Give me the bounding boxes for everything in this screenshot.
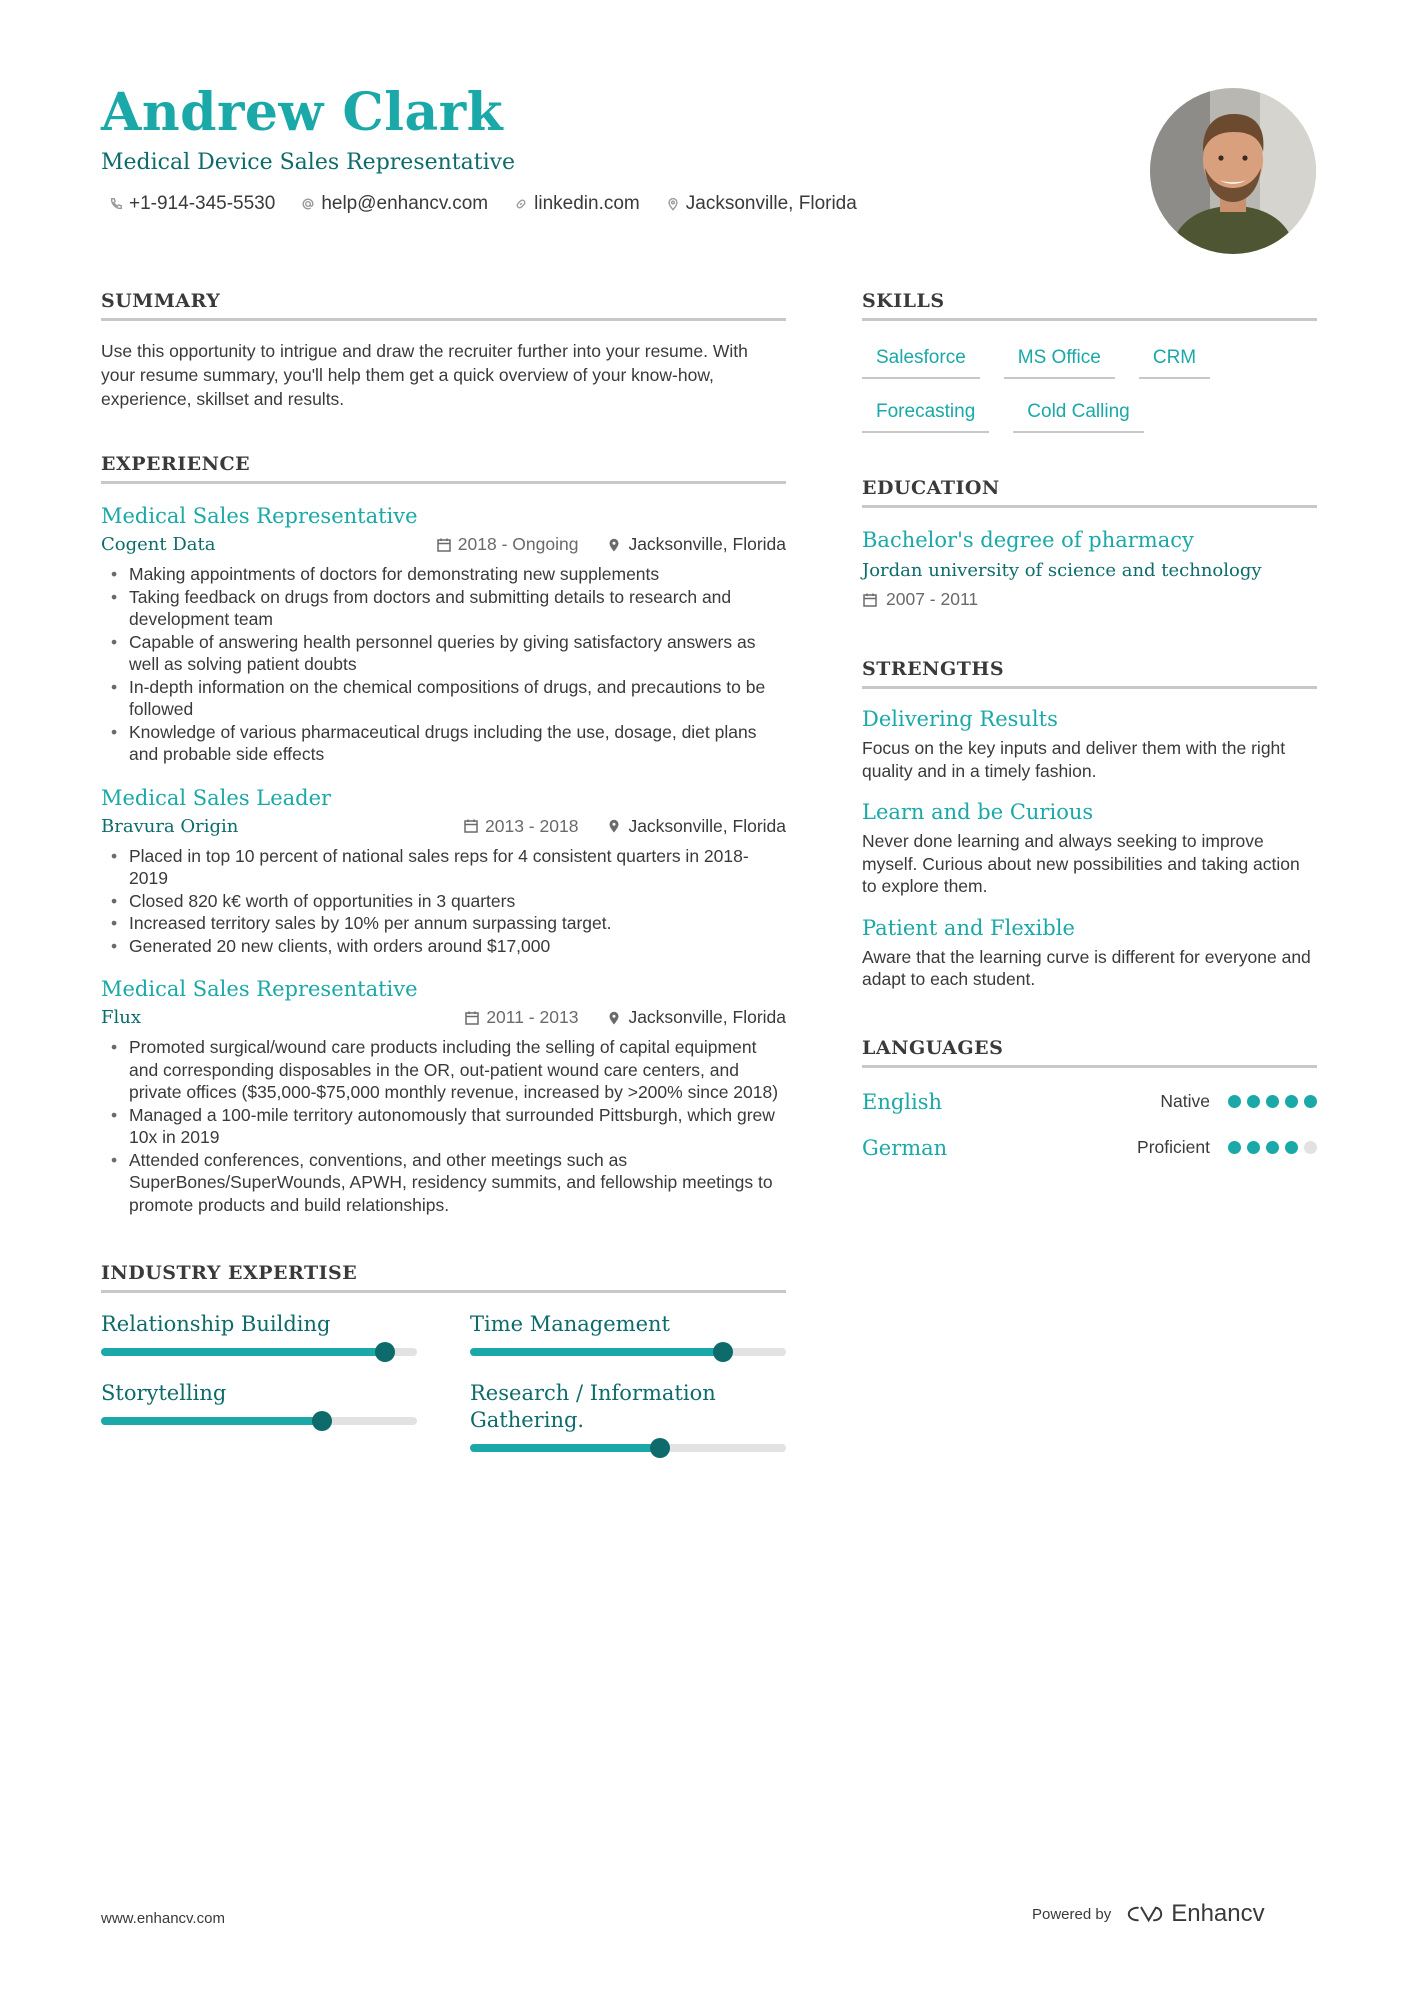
language-level: Native xyxy=(1160,1091,1210,1111)
job-dates xyxy=(464,1007,578,1028)
expertise-label: Relationship Building xyxy=(101,1312,331,1336)
bullet-item: • Closed 820 k€ worth of opportunities in 3 quarters xyxy=(129,890,786,913)
strengths-section xyxy=(862,658,1317,991)
expertise-bar-knob xyxy=(375,1342,395,1362)
location-pin-icon xyxy=(606,1010,622,1026)
experience-heading: EXPERIENCE xyxy=(101,453,786,484)
contact-email[interactable] xyxy=(301,193,488,215)
job-dates-text: 2013 - 2018 xyxy=(485,815,579,836)
company-name: Bravura Origin xyxy=(101,815,239,837)
job-title: Medical Sales Representative xyxy=(101,504,418,528)
bullet-item: • Managed a 100-mile territory autonomously that surrounded Pittsburgh, which grew 10x in 2019 xyxy=(129,1104,786,1149)
languages-section xyxy=(862,1037,1317,1160)
bullet-item: • Taking feedback on drugs from doctors and submitting details to research and development team xyxy=(129,586,786,631)
expertise-bar xyxy=(101,1417,417,1425)
expertise-item xyxy=(101,1380,417,1452)
calendar-icon xyxy=(436,537,452,553)
linkedin-text: linkedin.com xyxy=(534,193,640,214)
expertise-item xyxy=(101,1311,417,1356)
expertise-bar-knob xyxy=(650,1438,670,1458)
education-section xyxy=(862,477,1317,610)
skill-tag: MS Office xyxy=(1004,341,1115,379)
education-dates xyxy=(862,589,1317,610)
skill-tag: Forecasting xyxy=(862,395,989,433)
strength-title: Patient and Flexible xyxy=(862,915,1075,940)
expertise-bar-fill xyxy=(470,1444,660,1452)
contact-location xyxy=(666,193,857,215)
education-heading: EDUCATION xyxy=(862,477,1317,508)
brand-name: Enhancv xyxy=(1171,1900,1265,1927)
location-pin-icon xyxy=(606,818,622,834)
footer-branding xyxy=(1032,1900,1265,1928)
expertise-label: Time Management xyxy=(470,1312,670,1336)
job-dates xyxy=(436,534,579,555)
right-column xyxy=(862,290,1317,1160)
footer-website[interactable]: www.enhancv.com xyxy=(101,1910,225,1927)
strength-item xyxy=(862,916,1317,991)
candidate-title: Medical Device Sales Representative xyxy=(101,150,516,175)
bullet-item: • Attended conferences, conventions, and other meetings such as SuperBones/SuperWounds, APWH, residency summits, and fellowship meetings to promote products and build relationships. xyxy=(129,1149,786,1217)
job-location xyxy=(606,1007,786,1028)
job-title: Medical Sales Leader xyxy=(101,785,332,810)
job-meta xyxy=(101,1007,786,1028)
strength-title: Delivering Results xyxy=(862,707,1058,731)
job-meta xyxy=(101,816,786,837)
job-location-text: Jacksonville, Florida xyxy=(628,534,786,554)
calendar-icon xyxy=(463,818,479,834)
profile-photo xyxy=(1150,88,1316,254)
job-location xyxy=(606,816,786,837)
language-rating-dots xyxy=(1228,1095,1317,1108)
skills-list xyxy=(862,341,1317,433)
candidate-name: Andrew Clark xyxy=(101,82,504,143)
language-row xyxy=(862,1136,1317,1160)
rating-dot-filled xyxy=(1247,1095,1260,1108)
rating-dot-filled xyxy=(1304,1095,1317,1108)
job-dates-text: 2011 - 2013 xyxy=(486,1007,579,1027)
rating-dot-filled xyxy=(1247,1141,1260,1154)
location-pin-icon xyxy=(666,197,680,211)
job-location xyxy=(606,534,786,555)
powered-by-label: Powered by xyxy=(1032,1905,1112,1923)
education-degree: Bachelor's degree of pharmacy xyxy=(862,528,1194,552)
job-bullets xyxy=(101,1036,786,1216)
calendar-icon xyxy=(862,592,878,608)
contact-bar xyxy=(101,193,1151,215)
summary-section xyxy=(101,290,786,411)
bullet-item: • Promoted surgical/wound care products including the selling of capital equipment and corresponding disposables in the OR, out-patient wound care centers, and private offices ($35,000-$75,000 monthly revenue, increased by >200% since 2018) xyxy=(129,1036,786,1104)
language-rating-dots xyxy=(1228,1141,1317,1154)
bullet-item: • Increased territory sales by 10% per annum surpassing target. xyxy=(129,912,786,935)
job-entry xyxy=(101,977,786,1216)
language-name: German xyxy=(862,1135,948,1160)
location-pin-icon xyxy=(606,537,622,553)
rating-dot-filled xyxy=(1285,1095,1298,1108)
rating-dot-empty xyxy=(1304,1141,1317,1154)
phone-icon xyxy=(109,197,123,211)
language-name: English xyxy=(862,1089,943,1114)
contact-phone[interactable] xyxy=(109,193,275,215)
rating-dot-filled xyxy=(1228,1095,1241,1108)
expertise-label: Storytelling xyxy=(101,1381,227,1405)
rating-dot-filled xyxy=(1228,1141,1241,1154)
strength-item xyxy=(862,800,1317,898)
strength-description: Aware that the learning curve is different for everyone and adapt to each student. xyxy=(862,946,1311,989)
phone-text: +1-914-345-5530 xyxy=(129,193,276,214)
job-entry xyxy=(101,504,786,766)
summary-text: Use this opportunity to intrigue and draw the recruiter further into your resume. With your resume summary, you'll help them get a quick overview of your know-how, experience, skillset and results. xyxy=(101,341,748,409)
expertise-bar-fill xyxy=(470,1348,723,1356)
languages-heading: LANGUAGES xyxy=(862,1037,1317,1068)
experience-section xyxy=(101,453,786,1216)
bullet-item: • Making appointments of doctors for demonstrating new supplements xyxy=(129,563,786,586)
expertise-label: Research / Information Gathering. xyxy=(470,1381,716,1432)
language-level: Proficient xyxy=(1137,1137,1210,1157)
calendar-icon xyxy=(464,1010,480,1026)
enhancv-logo-icon xyxy=(1127,1905,1163,1923)
expertise-item xyxy=(470,1380,786,1452)
job-dates xyxy=(463,816,578,837)
strength-item xyxy=(862,707,1317,782)
left-column xyxy=(101,290,786,1452)
job-location-text: Jacksonville, Florida xyxy=(628,1007,786,1027)
expertise-item xyxy=(470,1311,786,1356)
job-entry xyxy=(101,786,786,958)
skills-heading: SKILLS xyxy=(862,290,1317,321)
brand-logo[interactable] xyxy=(1127,1900,1264,1928)
industry-expertise-section xyxy=(101,1262,786,1452)
expertise-bar xyxy=(470,1348,786,1356)
education-school: Jordan university of science and technology xyxy=(862,560,1262,581)
job-meta xyxy=(101,534,786,555)
bullet-item: • Generated 20 new clients, with orders around $17,000 xyxy=(129,935,786,958)
contact-linkedin[interactable] xyxy=(514,193,640,215)
resume-header xyxy=(101,80,1151,215)
rating-dot-filled xyxy=(1266,1141,1279,1154)
bullet-item: • Placed in top 10 percent of national sales reps for 4 consistent quarters in 2018-2019 xyxy=(129,845,786,890)
company-name: Cogent Data xyxy=(101,534,216,555)
education-dates-text: 2007 - 2011 xyxy=(886,589,979,609)
expertise-bar-fill xyxy=(101,1348,385,1356)
strength-title: Learn and be Curious xyxy=(862,800,1094,824)
expertise-bar-knob xyxy=(713,1342,733,1362)
job-title: Medical Sales Representative xyxy=(101,977,418,1001)
industry-expertise-heading: INDUSTRY EXPERTISE xyxy=(101,1262,786,1293)
expertise-bar xyxy=(470,1444,786,1452)
company-name: Flux xyxy=(101,1007,141,1028)
language-row xyxy=(862,1090,1317,1114)
strength-description: Focus on the key inputs and deliver them with the right quality and in a timely fashion. xyxy=(862,738,1286,781)
bullet-item: • In-depth information on the chemical compositions of drugs, and precautions to be followed xyxy=(129,676,786,721)
expertise-grid xyxy=(101,1311,786,1452)
email-text: help@enhancv.com xyxy=(321,193,489,214)
summary-heading: SUMMARY xyxy=(101,290,786,321)
expertise-bar xyxy=(101,1348,417,1356)
skills-section xyxy=(862,290,1317,433)
rating-dot-filled xyxy=(1285,1141,1298,1154)
location-text: Jacksonville, Florida xyxy=(685,193,857,214)
job-location-text: Jacksonville, Florida xyxy=(628,815,786,836)
job-bullets xyxy=(101,563,786,766)
skill-tag: CRM xyxy=(1139,341,1210,379)
expertise-bar-knob xyxy=(312,1411,332,1431)
rating-dot-filled xyxy=(1266,1095,1279,1108)
expertise-bar-fill xyxy=(101,1417,322,1425)
skill-tag: Salesforce xyxy=(862,341,980,379)
bullet-item: • Knowledge of various pharmaceutical drugs including the use, dosage, diet plans and probable side effects xyxy=(129,721,786,766)
at-icon xyxy=(301,197,315,211)
bullet-item: • Capable of answering health personnel queries by giving satisfactory answers as well as solving patient doubts xyxy=(129,631,786,676)
skill-tag: Cold Calling xyxy=(1013,395,1143,433)
job-dates-text: 2018 - Ongoing xyxy=(457,534,579,554)
strength-description: Never done learning and always seeking to improve myself. Curious about new possibilities and taking action to explore them. xyxy=(862,831,1300,896)
strengths-heading: STRENGTHS xyxy=(862,658,1317,689)
link-icon xyxy=(514,197,528,211)
job-bullets xyxy=(101,845,786,958)
